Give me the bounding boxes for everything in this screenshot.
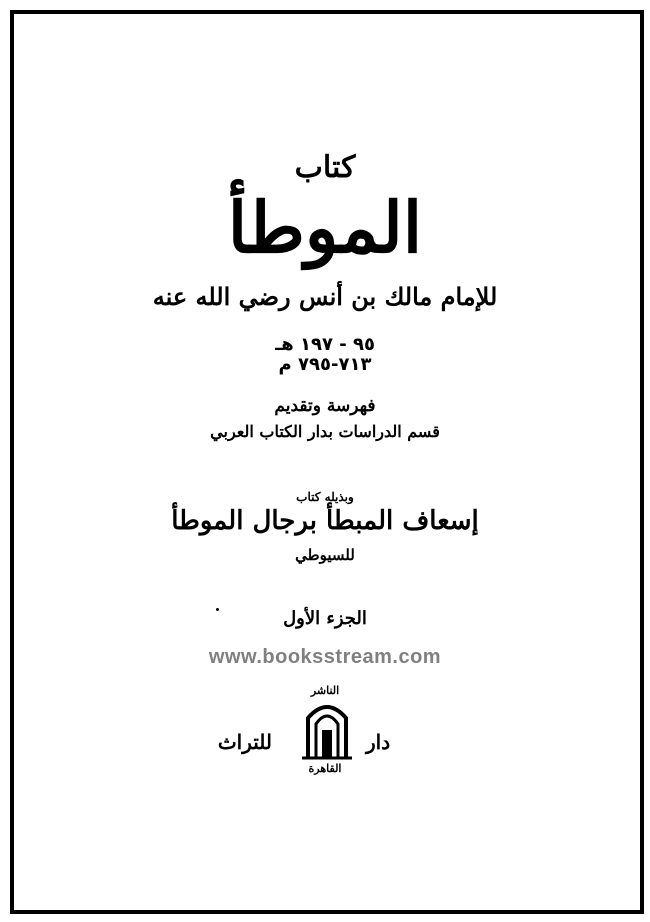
page-border — [10, 10, 644, 914]
supplement-author: للسيوطي — [295, 546, 355, 564]
volume-label: الجزء الأول — [283, 608, 367, 629]
supplement-title: إسعاف المبطأ برجال الموطأ — [171, 506, 479, 536]
dates-gregorian: ٧١٣-٧٩٥ م — [278, 354, 372, 375]
book-author: للإمام مالك بن أنس رضي الله عنه — [152, 282, 498, 311]
prepared-by: قسم الدراسات بدار الكتاب العربي — [210, 422, 440, 441]
publisher-logo-icon — [300, 700, 354, 760]
publisher-name-left: للتراث — [217, 730, 272, 754]
book-title: الموطأ — [227, 186, 423, 269]
website-watermark: www.booksstream.com — [208, 646, 442, 668]
book-label: كتاب — [294, 150, 356, 185]
dates-hijri: ٩٥ - ١٩٧ هـ — [275, 334, 375, 355]
publisher-city: القاهرة — [308, 762, 342, 775]
publisher-row — [0, 700, 650, 760]
prepared-label: فهرسة وتقديم — [274, 396, 376, 416]
appended-label: وبذيله كتاب — [296, 490, 354, 504]
publisher-name-right: دار — [366, 730, 391, 754]
publisher-label: الناشر — [310, 684, 340, 697]
